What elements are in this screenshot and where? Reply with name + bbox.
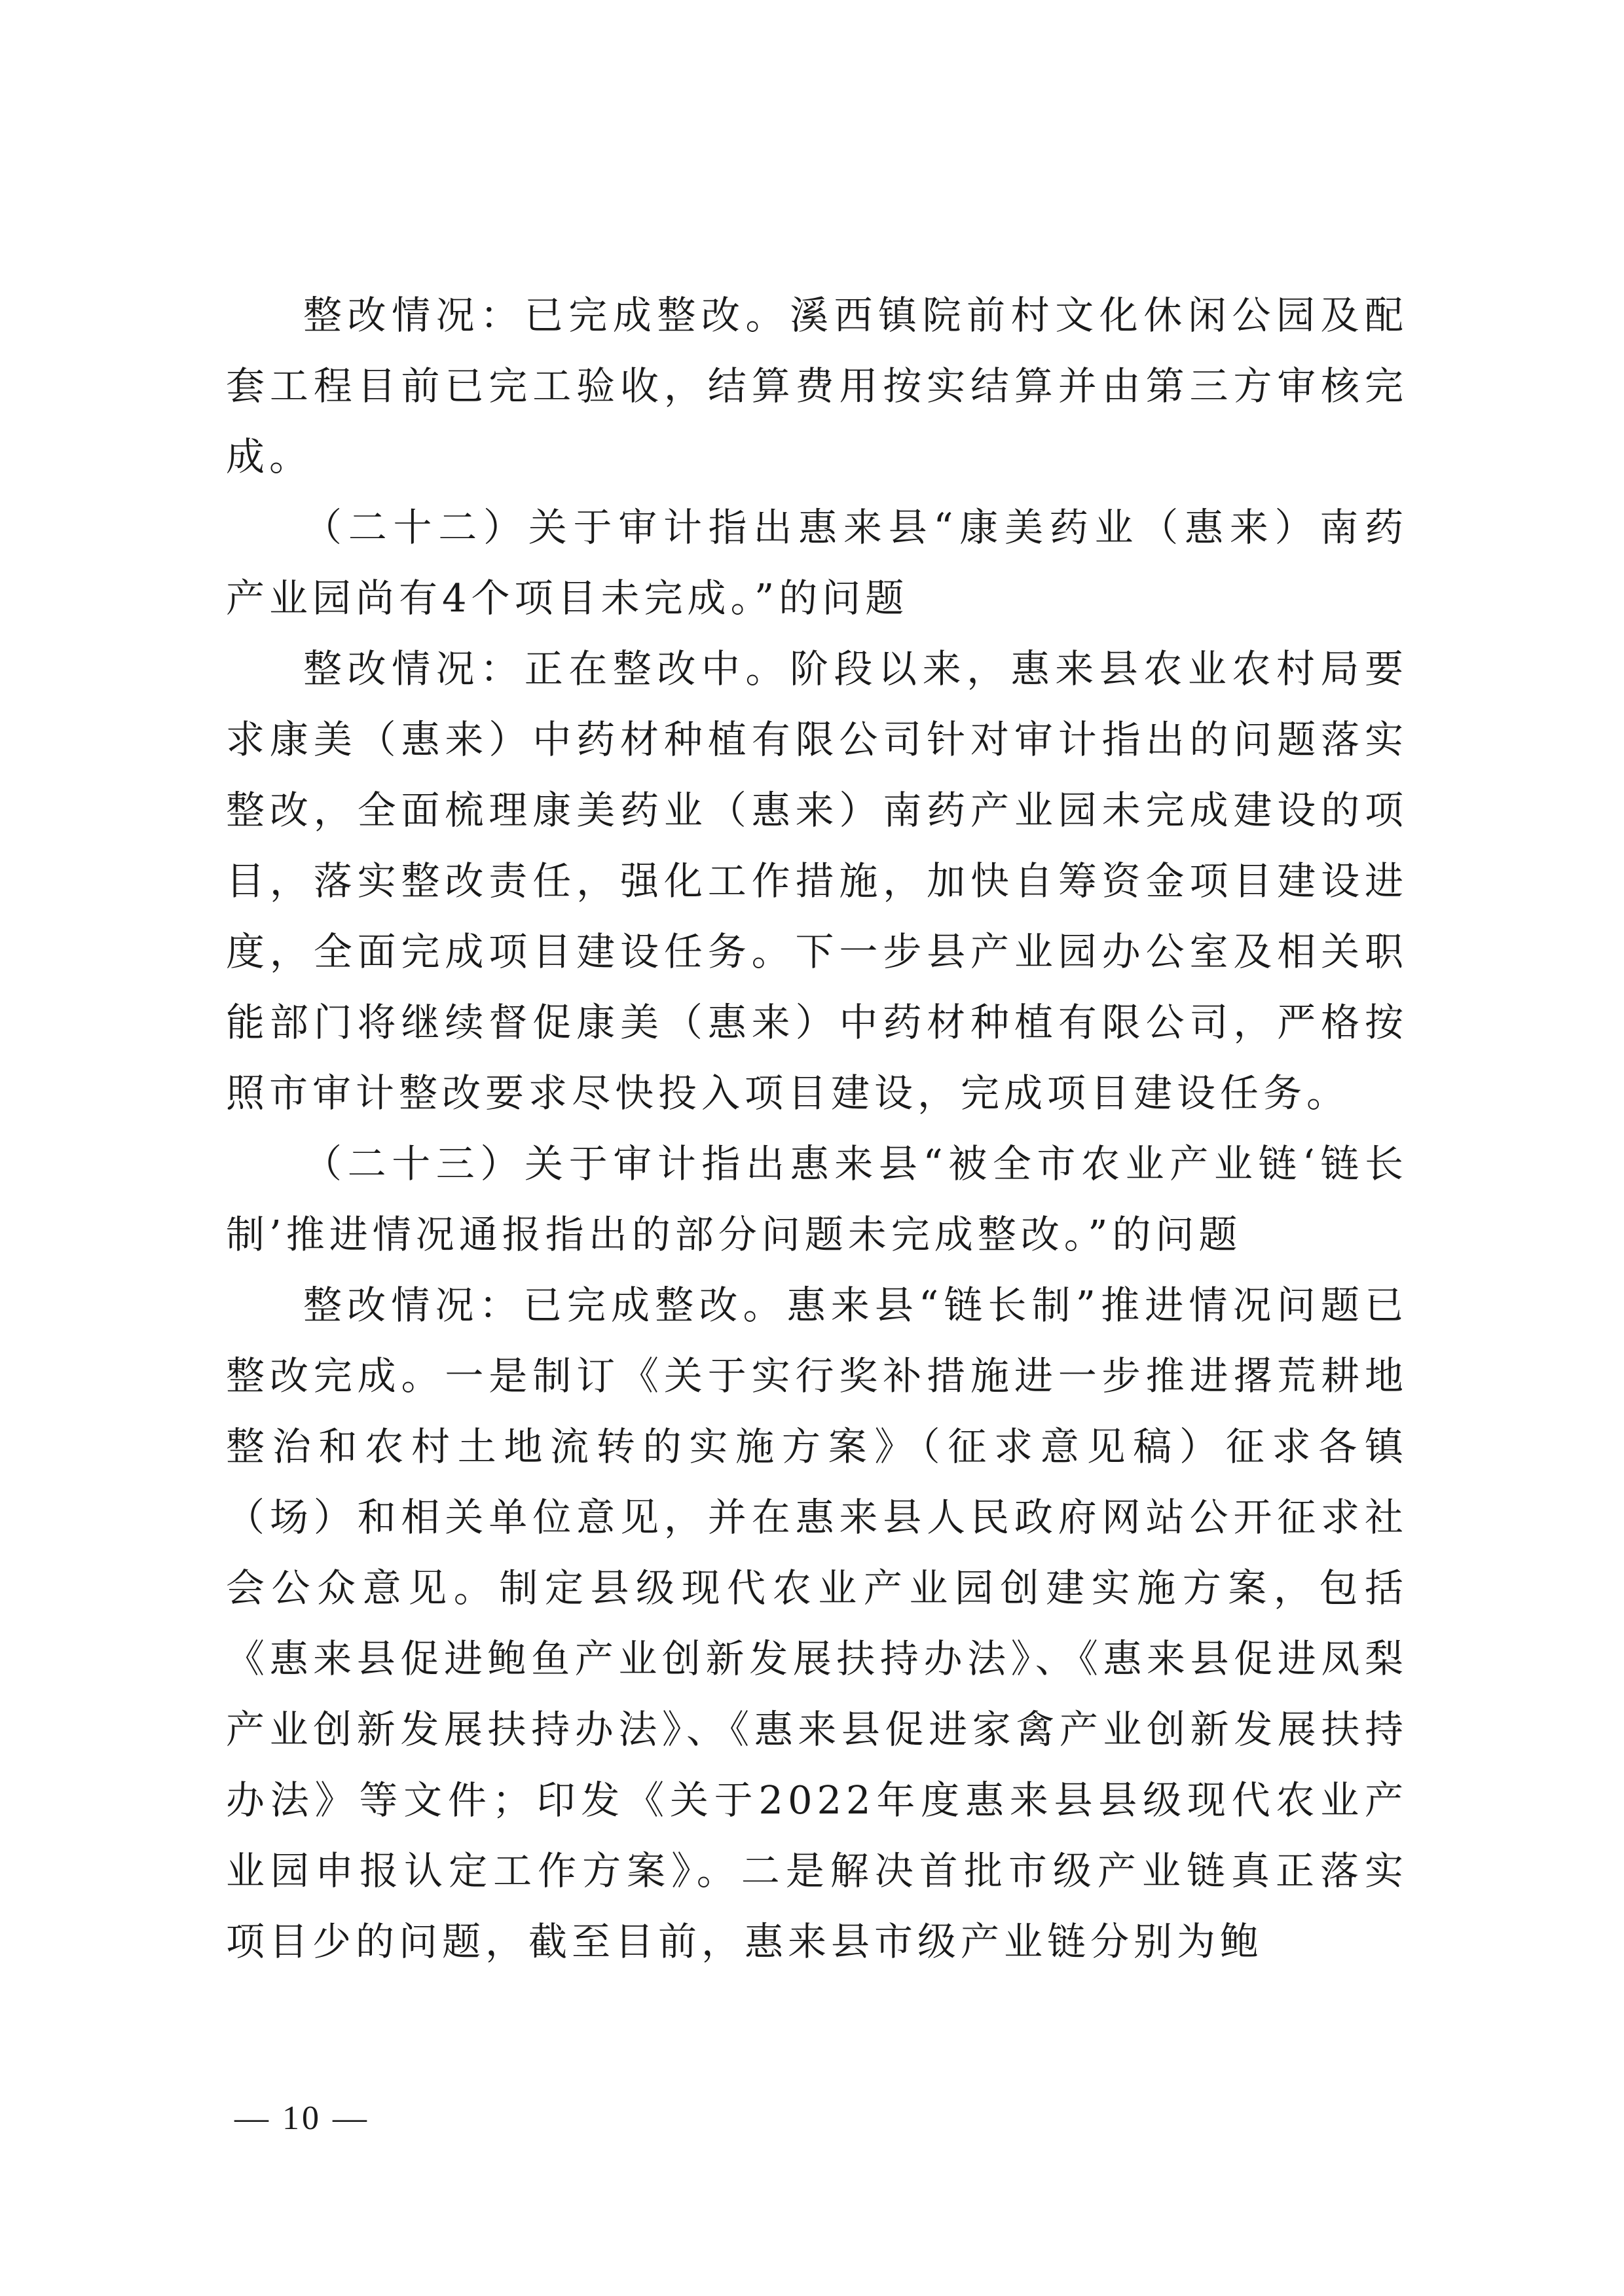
paragraph-rectification-status-3: 整改情况：已完成整改。惠来县“链长制”推进情况问题已整改完成。一是制订《关于实行奖补措施进一步推进撂荒耕地整治和农村土地流转的实施方案》（征求意见稿）征求各镇（场）和相关单位意见，并在惠来县人民政府网站公开征求社会公众意见。制定县级现代农业产业园创建实施方案，包括《惠来县促进鲍鱼产业创新发展扶持办法》、《惠来县促进凤梨产业创新发展扶持办法》、《惠来县促进家禽产业创新发展扶持办法》等文件；印发《关于2022年度惠来县县级现代农业产业园申报认定工作方案》。二是解决首批市级产业链真正落实项目少的问题，截至目前，惠来县市级产业链分别为鲍: [226, 1283, 1408, 1964]
section-heading-22: （二十二）关于审计指出惠来县“康美药业（惠来）南药产业园尚有4个项目未完成。”的问题: [226, 505, 1408, 621]
section-heading-23: （二十三）关于审计指出惠来县“被全市农业产业链‘链长制’推进情况通报指出的部分问题未完成整改。”的问题: [226, 1141, 1408, 1257]
body-text: [226, 280, 1408, 1977]
paragraph-rectification-status-2: 整改情况：正在整改中。阶段以来，惠来县农业农村局要求康美（惠来）中药材种植有限公司针对审计指出的问题落实整改，全面梳理康美药业（惠来）南药产业园未完成建设的项目，落实整改责任，强化工作措施，加快自筹资金项目建设进度，全面完成项目建设任务。下一步县产业园办公室及相关职能部门将继续督促康美（惠来）中药材种植有限公司，严格按照市审计整改要求尽快投入项目建设，完成项目建设任务。: [226, 646, 1408, 1116]
page-number: — 10 —: [234, 2100, 369, 2137]
paragraph-rectification-status-1: 整改情况：已完成整改。溪西镇院前村文化休闲公园及配套工程目前已完工验收，结算费用按实结算并由第三方审核完成。: [226, 293, 1408, 479]
